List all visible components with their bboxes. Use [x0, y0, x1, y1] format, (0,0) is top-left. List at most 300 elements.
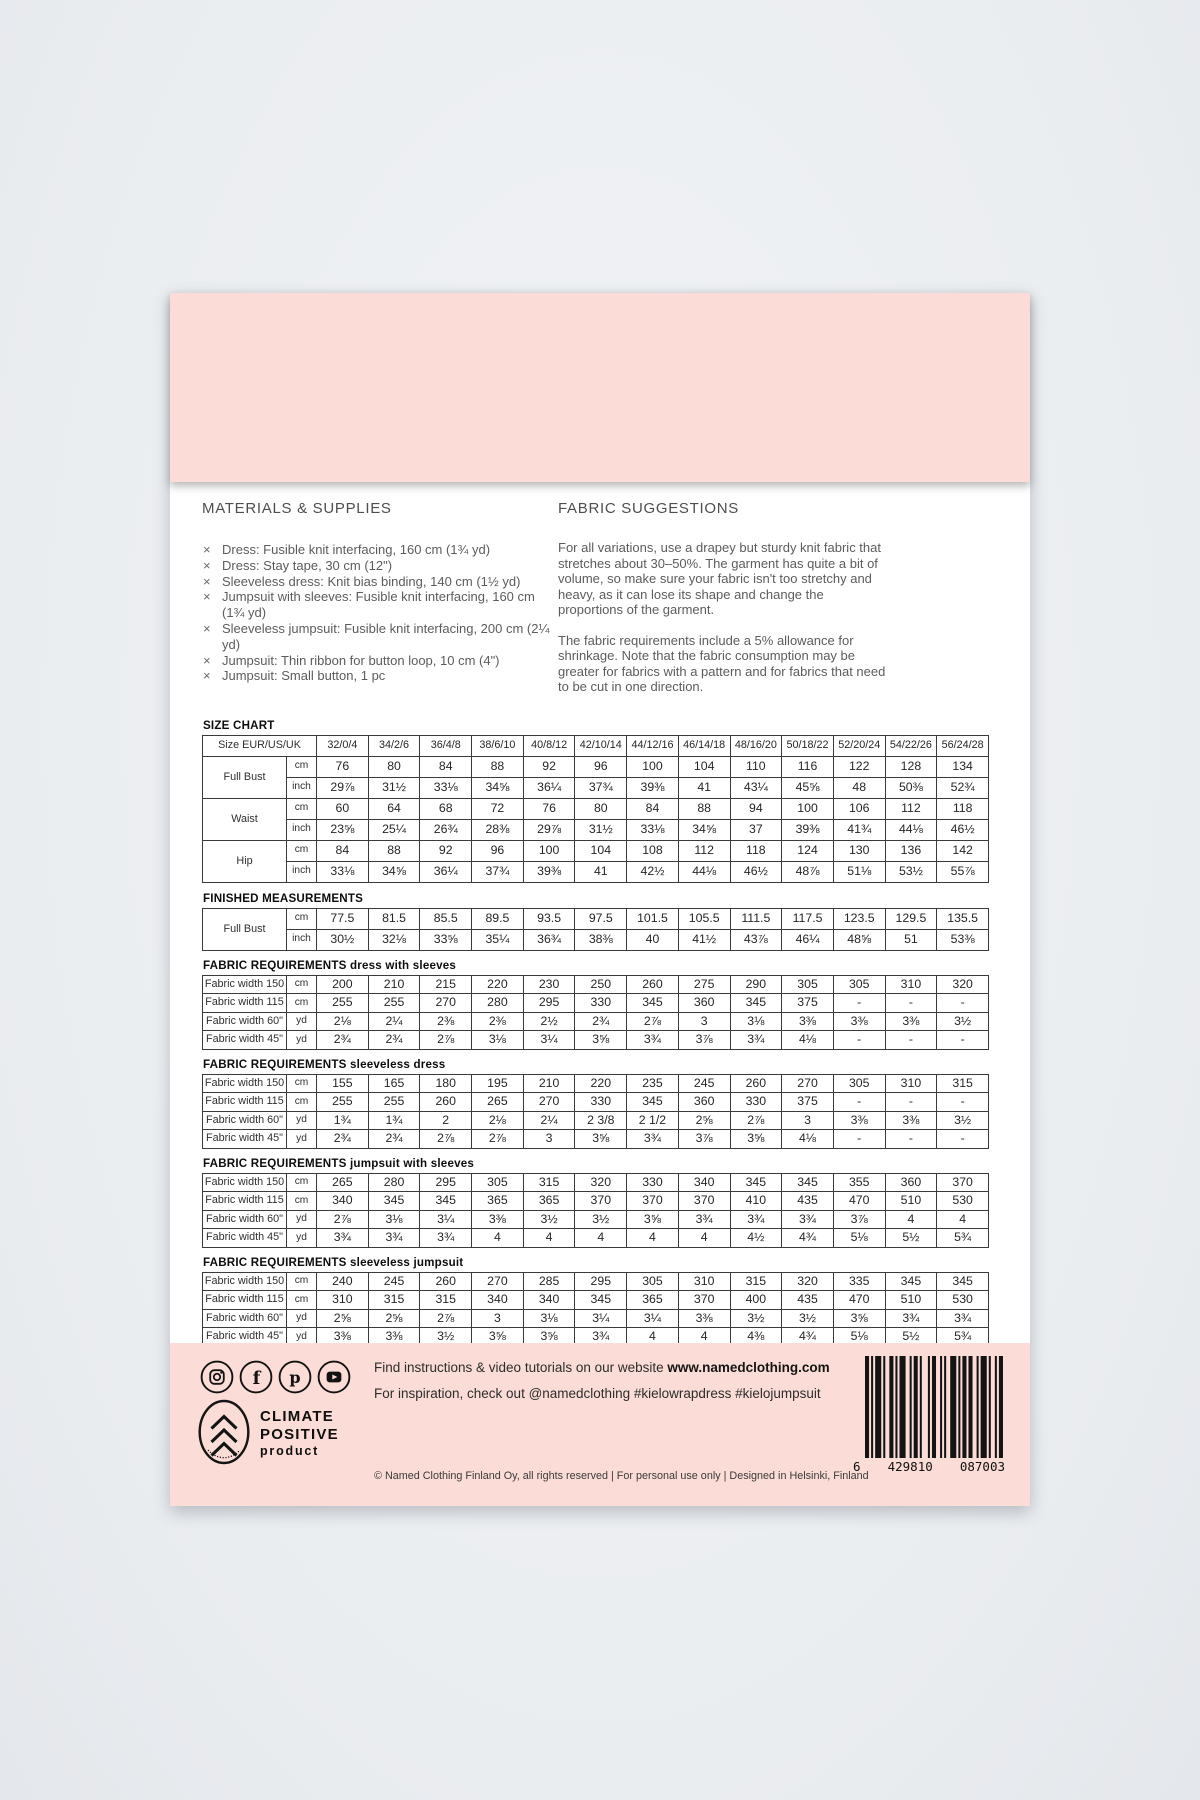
requirement-value: 3⅞ — [678, 1031, 730, 1050]
measure-value: 37¾ — [472, 861, 524, 882]
measure-value: 101.5 — [627, 908, 679, 929]
measure-value: 31½ — [368, 777, 420, 798]
requirement-value: 280 — [368, 1173, 420, 1192]
requirement-value: 180 — [420, 1074, 472, 1093]
unit-label: yd — [287, 1210, 317, 1229]
fabric-width-row — [203, 1130, 989, 1149]
requirement-value: 3¾ — [885, 1309, 937, 1328]
requirement-value: 285 — [523, 1272, 575, 1291]
fabric-width-row — [203, 1111, 989, 1130]
measure-value: 88 — [368, 840, 420, 861]
requirement-value: 3⅜ — [833, 1012, 885, 1031]
measure-value: 97.5 — [575, 908, 627, 929]
x-bullet-icon: × — [203, 620, 211, 636]
fabric-requirements-title — [203, 1058, 989, 1071]
requirement-value: 345 — [885, 1272, 937, 1291]
requirement-value: 220 — [575, 1074, 627, 1093]
fabric-requirements-variant: jumpsuit with sleeves — [350, 1156, 475, 1170]
requirement-value: 435 — [782, 1192, 834, 1211]
materials-item-text: Sleeveless dress: Knit bias binding, 140 cm (1½ yd) — [222, 573, 521, 589]
requirement-value: 320 — [575, 1173, 627, 1192]
measure-value: 134 — [937, 756, 989, 777]
measure-value: 46½ — [730, 861, 782, 882]
requirement-value: 4 — [678, 1229, 730, 1248]
fabric-width-row — [203, 1328, 989, 1344]
measure-value: 42½ — [627, 861, 679, 882]
requirement-value: 3⅜ — [678, 1309, 730, 1328]
measure-value: 60 — [317, 798, 369, 819]
requirement-value: 3⅞ — [678, 1130, 730, 1149]
requirement-value: 200 — [317, 975, 369, 994]
fabric-width-row — [203, 975, 989, 994]
requirement-value: 295 — [523, 994, 575, 1013]
requirement-value: 330 — [575, 994, 627, 1013]
requirement-value: 315 — [420, 1291, 472, 1310]
measure-value: 44⅛ — [885, 819, 937, 840]
measure-row-inch — [203, 929, 989, 950]
requirement-value: 295 — [420, 1173, 472, 1192]
size-column-header: 34/2/6 — [368, 735, 420, 756]
measure-value: 142 — [937, 840, 989, 861]
requirement-value: 4 — [575, 1229, 627, 1248]
measure-row-cm — [203, 798, 989, 819]
requirement-value: 2⅜ — [420, 1012, 472, 1031]
facebook-icon — [239, 1360, 273, 1394]
requirement-value: 3¾ — [730, 1210, 782, 1229]
requirement-value: 510 — [885, 1192, 937, 1211]
unit-label: yd — [287, 1031, 317, 1050]
fabric-width-label: Fabric width 60" — [203, 1111, 287, 1130]
measure-value: 130 — [833, 840, 885, 861]
requirement-value: 3¾ — [575, 1328, 627, 1344]
unit-label: cm — [287, 1093, 317, 1112]
measure-value: 123.5 — [833, 908, 885, 929]
measure-value: 41½ — [678, 929, 730, 950]
requirement-value: 3⅛ — [472, 1031, 524, 1050]
climate-positive-badge — [197, 1399, 339, 1465]
measure-value: 89.5 — [472, 908, 524, 929]
measure-row-cm — [203, 840, 989, 861]
fabric-width-row — [203, 1192, 989, 1211]
svg-text:p: p — [289, 1368, 301, 1388]
x-bullet-icon: × — [203, 668, 211, 684]
unit-label: yd — [287, 1111, 317, 1130]
measure-value: 32⅛ — [368, 929, 420, 950]
x-bullet-icon: × — [203, 589, 211, 605]
size-column-header: 56/24/28 — [937, 735, 989, 756]
fabric-requirements-table — [202, 1074, 989, 1149]
measure-value: 29⅞ — [317, 777, 369, 798]
measure-value: 92 — [420, 840, 472, 861]
measure-value: 48⅝ — [833, 929, 885, 950]
unit-label: yd — [287, 1130, 317, 1149]
svg-text:f: f — [252, 1368, 261, 1390]
measure-value: 96 — [575, 756, 627, 777]
fabric-requirements-heading: FABRIC REQUIREMENTS — [203, 1156, 347, 1170]
measure-value: 116 — [782, 756, 834, 777]
measure-value: 25¼ — [368, 819, 420, 840]
top-columns — [202, 500, 989, 710]
measure-value: 34⅝ — [368, 861, 420, 882]
fabric-width-label: Fabric width 150 — [203, 1074, 287, 1093]
measure-row-inch — [203, 861, 989, 882]
fabric-width-label: Fabric width 150 — [203, 1173, 287, 1192]
measure-value: 52¾ — [937, 777, 989, 798]
measure-value: 76 — [523, 798, 575, 819]
requirement-value: 5¾ — [937, 1328, 989, 1344]
requirement-value: 3½ — [730, 1309, 782, 1328]
website-line-prefix: Find instructions & video tutorials on our website — [374, 1360, 668, 1375]
copyright-line: © Named Clothing Finland Oy, all rights reserved | For personal use only | Designed in Helsinki, Finland — [374, 1470, 869, 1482]
measure-value: 40 — [627, 929, 679, 950]
measure-value: 96 — [472, 840, 524, 861]
measure-value: 94 — [730, 798, 782, 819]
requirement-value: 360 — [678, 994, 730, 1013]
fabric-width-row — [203, 1074, 989, 1093]
unit-label: cm — [287, 840, 317, 861]
website-line — [374, 1359, 830, 1376]
requirement-value: 3¼ — [627, 1309, 679, 1328]
requirement-value: 3 — [782, 1111, 834, 1130]
measure-label: Hip — [203, 840, 287, 882]
climate-line: CLIMATE — [260, 1408, 334, 1425]
requirement-value: 3¼ — [575, 1309, 627, 1328]
requirement-value: 2⅛ — [317, 1012, 369, 1031]
measure-value: 23⅝ — [317, 819, 369, 840]
measure-value: 136 — [885, 840, 937, 861]
unit-label: yd — [287, 1012, 317, 1031]
pink-header-panel — [170, 293, 1030, 482]
requirement-value: 2 1/2 — [627, 1111, 679, 1130]
requirement-value: 470 — [833, 1291, 885, 1310]
unit-label: cm — [287, 1074, 317, 1093]
requirement-value: 470 — [833, 1192, 885, 1211]
requirement-value: 3⅜ — [885, 1111, 937, 1130]
measure-value: 84 — [627, 798, 679, 819]
requirement-value: 375 — [782, 994, 834, 1013]
requirement-value: 1¾ — [368, 1111, 420, 1130]
requirement-value: 2¾ — [575, 1012, 627, 1031]
measure-value: 112 — [885, 798, 937, 819]
fabric-width-label: Fabric width 115 — [203, 1093, 287, 1112]
requirement-value: 360 — [678, 1093, 730, 1112]
requirement-value: 255 — [317, 1093, 369, 1112]
requirement-value: 5½ — [885, 1229, 937, 1248]
climate-line: POSITIVE — [260, 1425, 339, 1443]
requirement-value: 255 — [317, 994, 369, 1013]
requirement-value: 315 — [523, 1173, 575, 1192]
requirement-value: 3½ — [420, 1328, 472, 1344]
unit-label: cm — [287, 798, 317, 819]
size-column-header: 36/4/8 — [420, 735, 472, 756]
unit-label: inch — [287, 819, 317, 840]
materials-item-text: Jumpsuit: Small button, 1 pc — [222, 668, 386, 684]
fabric-suggestions-paragraph: The fabric requirements include a 5% allowance for shrinkage. Note that the fabric consumption may be greater for fabrics with a pattern and for fabrics that need to be cut in one direction. — [558, 632, 886, 694]
requirement-value: 2⅜ — [472, 1012, 524, 1031]
measure-value: 36¼ — [420, 861, 472, 882]
requirement-value: 3¼ — [523, 1031, 575, 1050]
pattern-sheet — [170, 293, 1030, 1506]
fabric-requirements-section — [202, 1157, 989, 1248]
fabric-requirements-title — [203, 959, 989, 972]
requirement-value: 3⅛ — [523, 1309, 575, 1328]
requirement-value: 2⅞ — [730, 1111, 782, 1130]
requirement-value: 3⅝ — [730, 1130, 782, 1149]
requirement-value: 315 — [937, 1074, 989, 1093]
requirement-value: 340 — [317, 1192, 369, 1211]
materials-item — [202, 589, 558, 621]
requirement-value: 3 — [678, 1012, 730, 1031]
measure-value: 29⅞ — [523, 819, 575, 840]
measure-value: 26¾ — [420, 819, 472, 840]
requirement-value: 310 — [885, 975, 937, 994]
requirement-value: 4⅛ — [782, 1031, 834, 1050]
measure-value: 30½ — [317, 929, 369, 950]
fabric-width-label: Fabric width 60" — [203, 1309, 287, 1328]
measure-value: 51⅛ — [833, 861, 885, 882]
fabric-width-label: Fabric width 60" — [203, 1012, 287, 1031]
x-bullet-icon: × — [203, 557, 211, 573]
instagram-icon — [200, 1360, 234, 1394]
materials-item — [202, 668, 558, 684]
measure-value: 38⅜ — [575, 929, 627, 950]
measure-value: 33⅛ — [420, 777, 472, 798]
requirement-value: 4 — [885, 1210, 937, 1229]
requirement-value: 2 3/8 — [575, 1111, 627, 1130]
website-url: www.namedclothing.com — [667, 1360, 830, 1375]
measure-value: 48 — [833, 777, 885, 798]
requirement-value: 345 — [937, 1272, 989, 1291]
requirement-value: 3⅝ — [627, 1210, 679, 1229]
fabric-width-label: Fabric width 60" — [203, 1210, 287, 1229]
requirement-value: 260 — [627, 975, 679, 994]
size-chart-title: SIZE CHART — [203, 718, 275, 732]
requirement-value: - — [833, 1093, 885, 1112]
requirement-value: 3 — [472, 1309, 524, 1328]
requirement-value: 4 — [937, 1210, 989, 1229]
measure-value: 100 — [782, 798, 834, 819]
fabric-requirements-table — [202, 975, 989, 1050]
fabric-requirements-variant: sleeveless jumpsuit — [350, 1255, 464, 1269]
x-bullet-icon: × — [203, 652, 211, 668]
measure-value: 108 — [627, 840, 679, 861]
requirement-value: 365 — [523, 1192, 575, 1211]
requirement-value: 165 — [368, 1074, 420, 1093]
size-column-header: 48/16/20 — [730, 735, 782, 756]
measure-value: 39⅜ — [627, 777, 679, 798]
requirement-value: 255 — [368, 994, 420, 1013]
measure-value: 118 — [730, 840, 782, 861]
requirement-value: 345 — [730, 1173, 782, 1192]
requirement-value: 2¼ — [523, 1111, 575, 1130]
unit-label: cm — [287, 1291, 317, 1310]
fabric-width-row — [203, 994, 989, 1013]
size-header-label: Size EUR/US/UK — [203, 735, 317, 756]
fabric-requirements-section — [202, 1256, 989, 1344]
measure-row-cm — [203, 908, 989, 929]
measure-value: 100 — [627, 756, 679, 777]
requirement-value: 1¾ — [317, 1111, 369, 1130]
size-column-header: 40/8/12 — [523, 735, 575, 756]
measure-value: 36¼ — [523, 777, 575, 798]
requirement-value: 235 — [627, 1074, 679, 1093]
measure-value: 77.5 — [317, 908, 369, 929]
requirement-value: 345 — [627, 1093, 679, 1112]
requirement-value: - — [833, 1130, 885, 1149]
requirement-value: 370 — [937, 1173, 989, 1192]
requirement-value: 3⅜ — [317, 1328, 369, 1344]
requirement-value: 315 — [730, 1272, 782, 1291]
requirement-value: 3⅝ — [575, 1130, 627, 1149]
requirement-value: 265 — [472, 1093, 524, 1112]
measure-value: 31½ — [575, 819, 627, 840]
requirement-value: 435 — [782, 1291, 834, 1310]
finished-measurements-table — [202, 908, 989, 951]
size-column-header: 50/18/22 — [782, 735, 834, 756]
requirement-value: 255 — [368, 1093, 420, 1112]
requirement-value: 365 — [472, 1192, 524, 1211]
unit-label: inch — [287, 929, 317, 950]
measure-value: 105.5 — [678, 908, 730, 929]
fabric-suggestions-section — [558, 500, 888, 710]
requirement-value: 3¾ — [937, 1309, 989, 1328]
requirement-value: 2⅝ — [368, 1309, 420, 1328]
measure-value: 84 — [420, 756, 472, 777]
requirement-value: 2⅞ — [420, 1309, 472, 1328]
requirement-value: 265 — [317, 1173, 369, 1192]
requirement-value: 2¾ — [368, 1130, 420, 1149]
requirement-value: - — [937, 1130, 989, 1149]
requirement-value: 2⅞ — [627, 1012, 679, 1031]
requirement-value: 245 — [678, 1074, 730, 1093]
fabric-width-row — [203, 1210, 989, 1229]
fabric-width-label: Fabric width 115 — [203, 994, 287, 1013]
measure-value: 33⅝ — [420, 929, 472, 950]
requirement-value: 320 — [782, 1272, 834, 1291]
measure-value: 100 — [523, 840, 575, 861]
requirement-value: 2¾ — [317, 1031, 369, 1050]
requirement-value: 2½ — [523, 1012, 575, 1031]
requirement-value: - — [833, 1031, 885, 1050]
requirement-value: 305 — [833, 1074, 885, 1093]
pink-footer-panel — [170, 1343, 1030, 1506]
fabric-suggestions-title: FABRIC SUGGESTIONS — [558, 500, 739, 517]
fabric-requirements-heading: FABRIC REQUIREMENTS — [203, 1255, 347, 1269]
barcode-digit-group: 6 — [853, 1459, 861, 1474]
requirement-value: 3⅞ — [833, 1210, 885, 1229]
requirement-value: 400 — [730, 1291, 782, 1310]
requirement-value: 4¾ — [782, 1229, 834, 1248]
barcode-digit-group: 429810 — [887, 1459, 933, 1474]
fabric-width-label: Fabric width 150 — [203, 1272, 287, 1291]
fabric-width-row — [203, 1291, 989, 1310]
footer-text — [374, 1359, 830, 1402]
measure-value: 46¼ — [782, 929, 834, 950]
measure-value: 41 — [678, 777, 730, 798]
requirement-value: - — [885, 1093, 937, 1112]
requirement-value: 260 — [420, 1093, 472, 1112]
requirement-value: - — [937, 1093, 989, 1112]
requirement-value: 3¾ — [368, 1229, 420, 1248]
fabric-width-row — [203, 1173, 989, 1192]
requirement-value: 3⅜ — [472, 1210, 524, 1229]
requirement-value: 370 — [678, 1192, 730, 1211]
measure-value: 39⅜ — [782, 819, 834, 840]
requirement-value: 320 — [937, 975, 989, 994]
measure-value: 53⅜ — [937, 929, 989, 950]
requirement-value: 270 — [523, 1093, 575, 1112]
measure-value: 93.5 — [523, 908, 575, 929]
requirement-value: 4 — [627, 1229, 679, 1248]
inspiration-line: For inspiration, check out @namedclothing #kielowrapdress #kielojumpsuit — [374, 1386, 821, 1401]
requirement-value: 3 — [523, 1130, 575, 1149]
requirement-value: 310 — [885, 1074, 937, 1093]
measure-value: 118 — [937, 798, 989, 819]
measure-value: 37 — [730, 819, 782, 840]
measure-value: 28⅜ — [472, 819, 524, 840]
measure-value: 72 — [472, 798, 524, 819]
materials-list — [202, 542, 558, 684]
fabric-width-row — [203, 1309, 989, 1328]
size-column-header: 54/22/26 — [885, 735, 937, 756]
fabric-width-label: Fabric width 45" — [203, 1328, 287, 1344]
materials-item — [202, 653, 558, 669]
measure-value: 111.5 — [730, 908, 782, 929]
measure-value: 110 — [730, 756, 782, 777]
fabric-requirements-table — [202, 1272, 989, 1344]
requirement-value: 375 — [782, 1093, 834, 1112]
requirement-value: 370 — [575, 1192, 627, 1211]
requirement-value: 270 — [782, 1074, 834, 1093]
measure-value: 35¼ — [472, 929, 524, 950]
requirement-value: 260 — [420, 1272, 472, 1291]
measure-value: 129.5 — [885, 908, 937, 929]
requirement-value: 315 — [368, 1291, 420, 1310]
measure-value: 135.5 — [937, 908, 989, 929]
measure-value: 34⅝ — [678, 819, 730, 840]
requirement-value: 330 — [575, 1093, 627, 1112]
requirement-value: 330 — [627, 1173, 679, 1192]
fabric-width-label: Fabric width 115 — [203, 1291, 287, 1310]
measure-value: 39⅜ — [523, 861, 575, 882]
size-column-header: 44/12/16 — [627, 735, 679, 756]
barcode-digit-group: 087003 — [959, 1459, 1005, 1474]
requirement-value: 3½ — [523, 1210, 575, 1229]
requirement-value: 215 — [420, 975, 472, 994]
measure-value: 104 — [678, 756, 730, 777]
measure-value: 48⅞ — [782, 861, 834, 882]
requirement-value: 335 — [833, 1272, 885, 1291]
requirement-value: 330 — [730, 1093, 782, 1112]
requirement-value: 3⅜ — [782, 1012, 834, 1031]
measure-row-inch — [203, 777, 989, 798]
barcode-bars — [865, 1356, 1005, 1458]
requirement-value: 4¾ — [782, 1328, 834, 1344]
requirement-value: 4 — [627, 1328, 679, 1344]
requirement-value: 2⅛ — [472, 1111, 524, 1130]
requirement-value: 3¾ — [678, 1210, 730, 1229]
requirement-value: 3⅝ — [523, 1328, 575, 1344]
requirement-value: - — [885, 994, 937, 1013]
measure-value: 34⅝ — [472, 777, 524, 798]
measure-value: 43⅞ — [730, 929, 782, 950]
unit-label: cm — [287, 756, 317, 777]
materials-item-text: Sleeveless jumpsuit: Fusible knit interfacing, 200 cm (2¼ yd) — [222, 620, 550, 652]
measure-value: 80 — [575, 798, 627, 819]
fabric-suggestions-paragraph: For all variations, use a drapey but sturdy knit fabric that stretches about 30–50%. The garment has quite a bit of volume, so make sure your fabric isn't too stretchy and heavy, as it can lose its shape and change the proportions of the garment. — [558, 540, 881, 617]
content-panel — [170, 482, 1030, 1343]
measure-value: 68 — [420, 798, 472, 819]
